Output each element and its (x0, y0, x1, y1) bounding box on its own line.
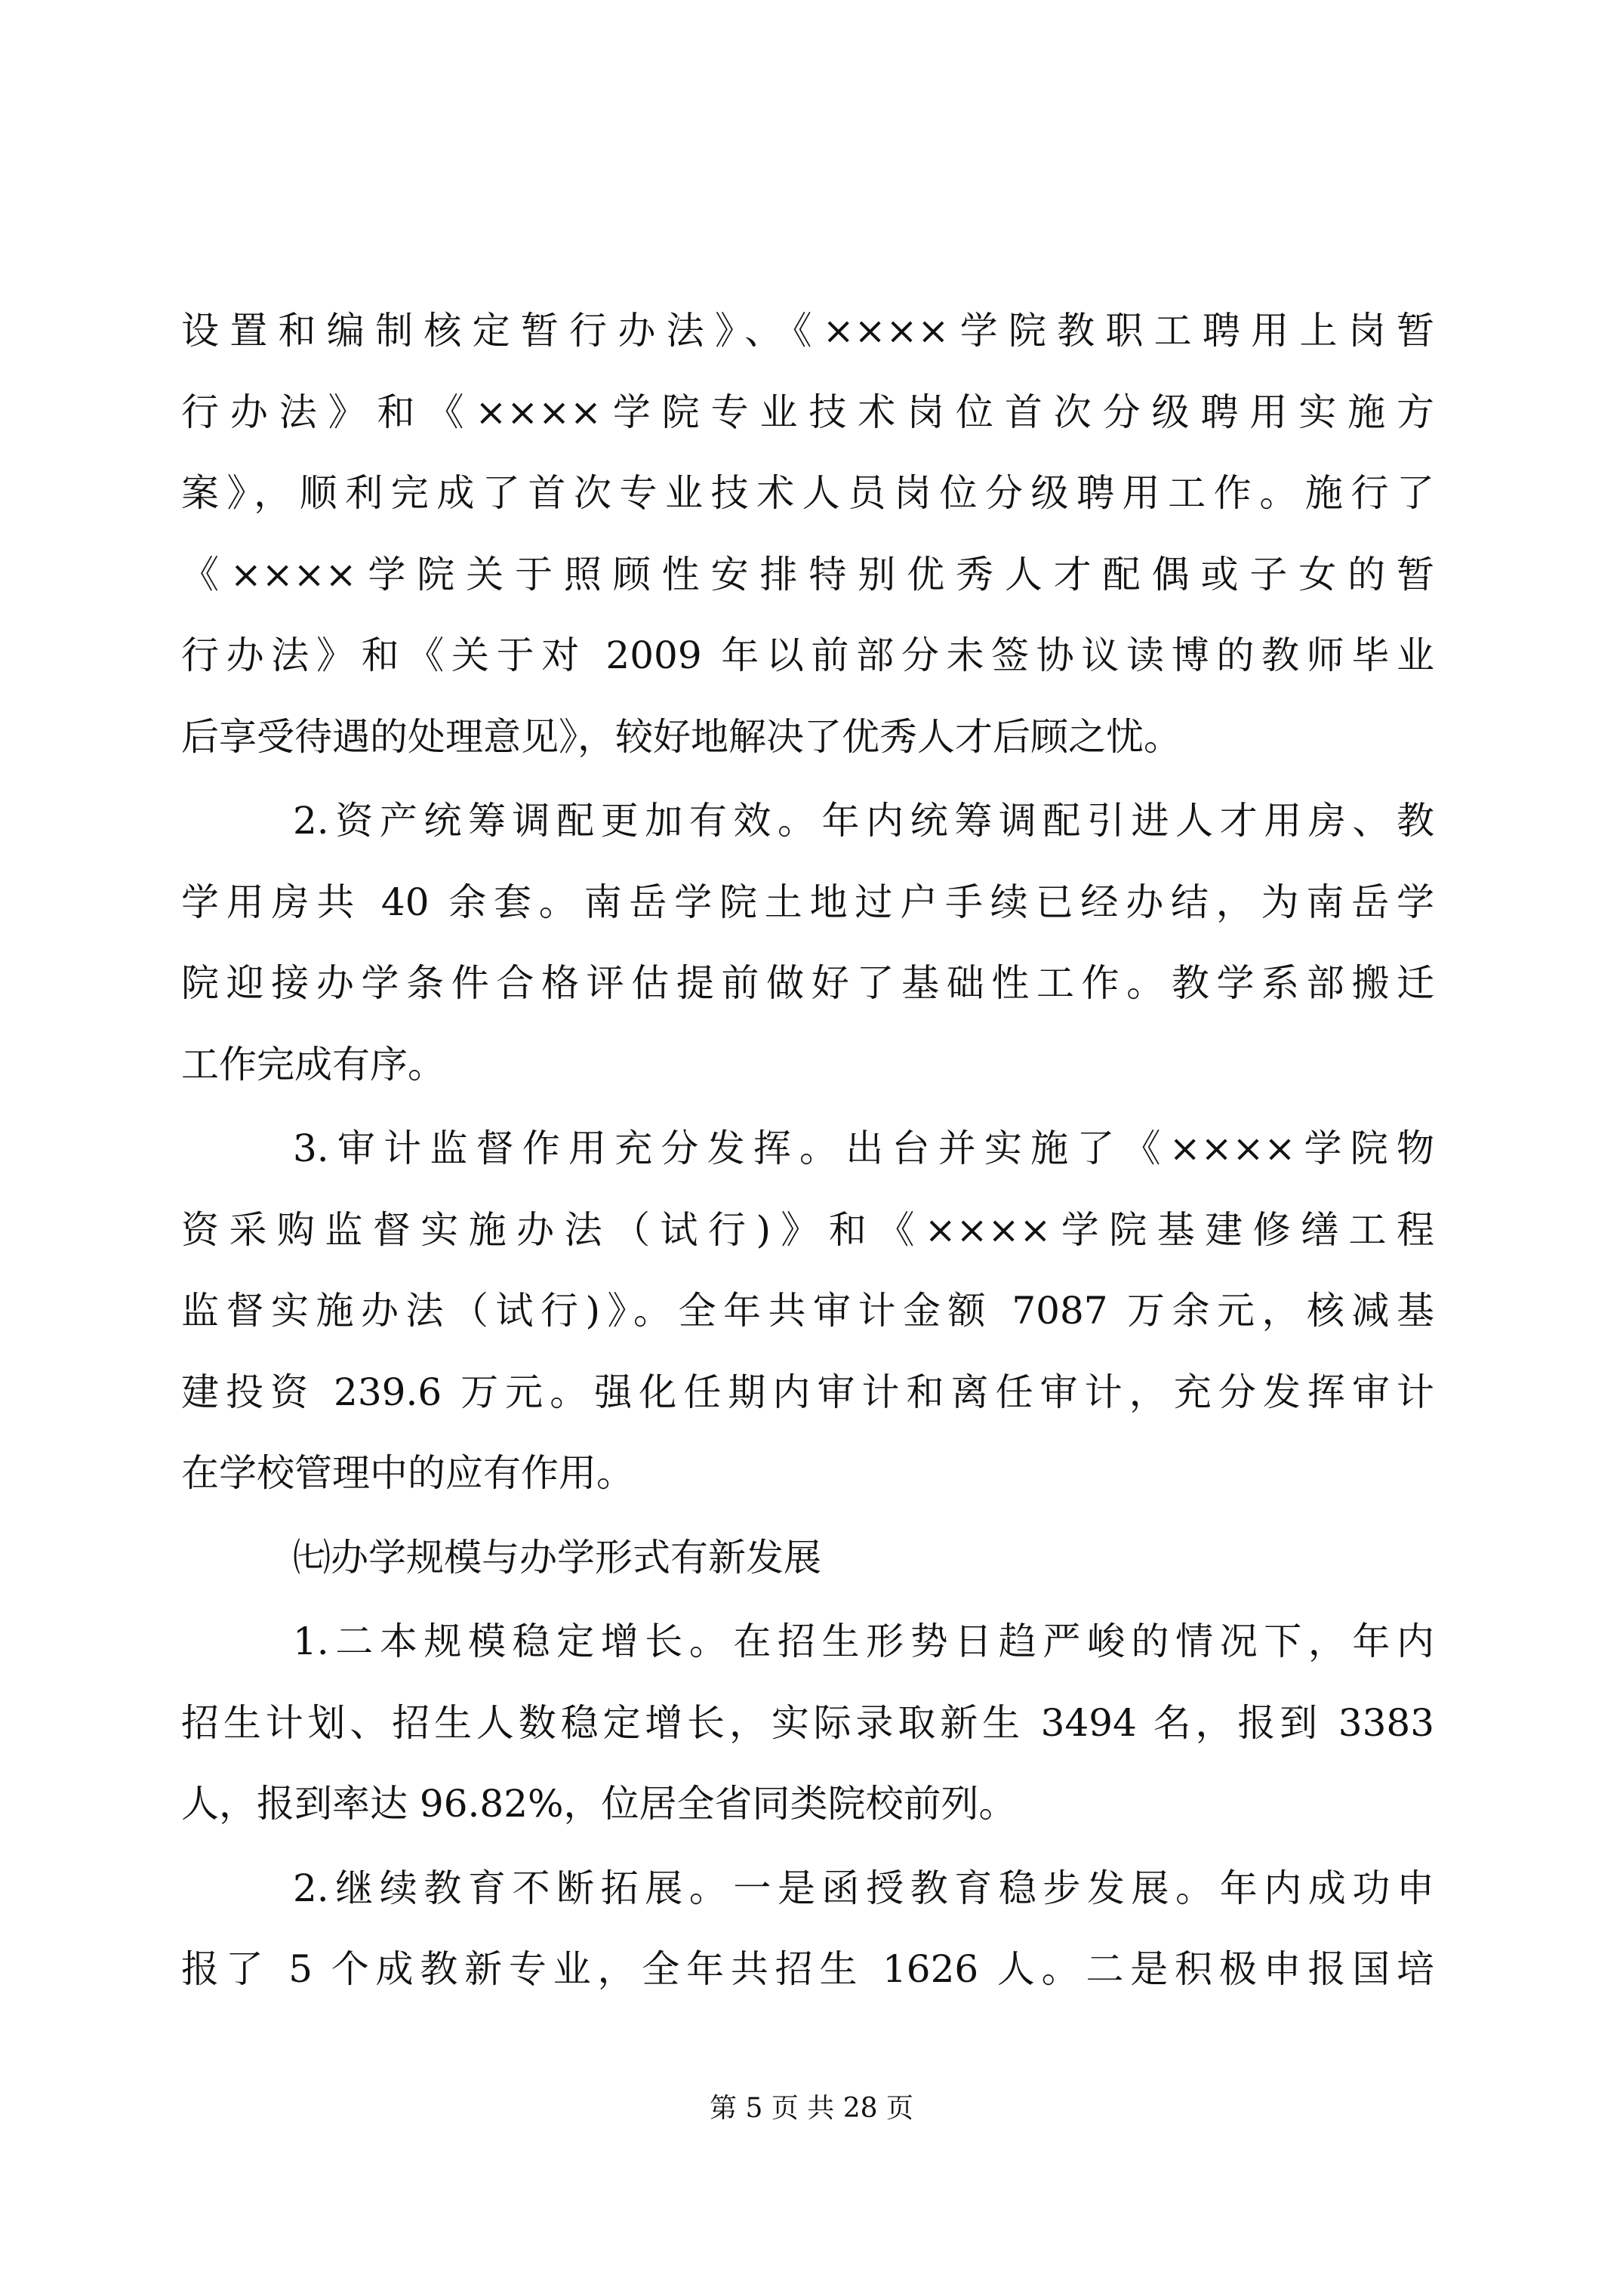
text-line: 院迎接办学条件合格评估提前做好了基础性工作。教学系部搬迁 (181, 961, 1434, 1005)
text-line: 行办法》和《××××学院专业技术岗位首次分级聘用实施方 (181, 390, 1434, 434)
page-number-footer: 第 5 页 共 28 页 (710, 2093, 913, 2124)
text-line: 人，报到率达 96.82%，位居全省同类院校前列。 (181, 1782, 1017, 1826)
text-line: 后享受待遇的处理意见》，较好地解决了优秀人才后顾之忧。 (181, 714, 1181, 759)
paragraph-enrollment-scale (181, 1601, 1434, 1845)
text-line: 行办法》和《关于对 2009 年以前部分未签协议读博的教师毕业 (181, 633, 1434, 677)
text-line: 2.继续教育不断拓展。一是函授教育稳步发展。年内成功申 (293, 1866, 1434, 1910)
text-line: 学用房共 40 余套。南岳学院土地过户手续已经办结，为南岳学 (181, 880, 1434, 924)
text-line: ㈦办学规模与办学形式有新发展 (293, 1535, 821, 1579)
paragraph-asset-allocation (181, 781, 1434, 1105)
text-line: 工作完成有序。 (181, 1042, 445, 1086)
paragraph-audit-supervision (181, 1108, 1434, 1515)
text-line: 1.二本规模稳定增长。在招生形势日趋严峻的情况下，年内 (293, 1620, 1434, 1663)
text-line: 《××××学院关于照顾性安排特别优秀人才配偶或子女的暂 (181, 552, 1434, 596)
text-line: 在学校管理中的应有作用。 (181, 1451, 634, 1495)
text-line: 资采购监督实施办法（试行)》和《××××学院基建修缮工程 (181, 1207, 1434, 1252)
text-line: 3.审计监督作用充分发挥。出台并实施了《××××学院物 (293, 1126, 1434, 1170)
paragraph-continuing-education (181, 1848, 1434, 2011)
section-heading (181, 1518, 1434, 1599)
text-line: 2.资产统筹调配更加有效。年内统筹调配引进人才用房、教 (293, 799, 1434, 843)
text-line: 设置和编制核定暂行办法》、《××××学院教职工聘用上岗暂 (181, 309, 1434, 353)
text-line: 监督实施办法（试行)》。全年共审计金额 7087 万余元，核减基 (181, 1289, 1434, 1333)
text-line: 报了 5 个成教新专业，全年共招生 1626 人。二是积极申报国培 (181, 1947, 1434, 1991)
text-line: 建投资 239.6 万元。强化任期内审计和离任审计，充分发挥审计 (181, 1370, 1434, 1414)
document-body (181, 291, 1434, 2011)
text-line: 招生计划、招生人数稳定增长，实际录取新生 3494 名，报到 3383 (181, 1700, 1434, 1745)
paragraph-intro-continuation (181, 291, 1434, 778)
text-line: 案》，顺利完成了首次专业技术人员岗位分级聘用工作。施行了 (181, 471, 1434, 515)
